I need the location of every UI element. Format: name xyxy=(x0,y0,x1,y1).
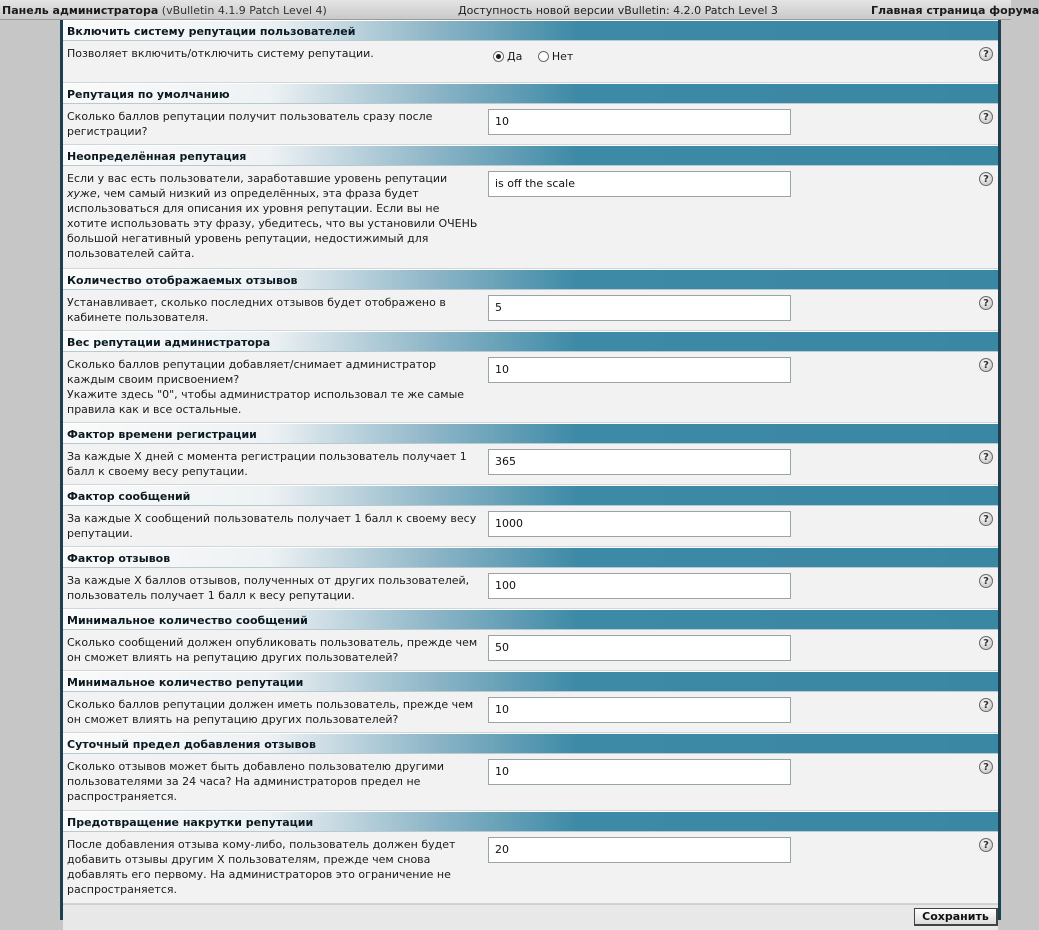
setting-min-reputation xyxy=(63,671,998,733)
admin-panel-title xyxy=(2,4,327,17)
setting-title: Фактор сообщений xyxy=(63,485,998,506)
reviews-factor-input[interactable]: 100 xyxy=(488,573,791,599)
help-icon[interactable]: ? xyxy=(979,760,993,774)
setting-title: Неопределённая репутация xyxy=(63,145,998,166)
setting-reputation-spread xyxy=(63,811,998,904)
help-icon[interactable]: ? xyxy=(979,110,993,124)
help-icon[interactable]: ? xyxy=(979,636,993,650)
min-reputation-input[interactable]: 10 xyxy=(488,697,791,723)
setting-title: Минимальное количество сообщений xyxy=(63,609,998,630)
setting-description: После добавления отзыва кому-либо, пользователь должен будет добавить отзывы другим X пользователям, прежде чем снова добавлять его первому. На администраторов это ограничение не распространяется. xyxy=(67,838,456,896)
setting-body xyxy=(63,352,998,422)
help-icon[interactable]: ? xyxy=(979,574,993,588)
radio-button-yes[interactable] xyxy=(493,51,504,62)
reputation-settings-panel xyxy=(60,20,1001,923)
displayed-reviews-input[interactable]: 5 xyxy=(488,295,791,321)
setting-description: Сколько баллов репутации получит пользователь сразу после регистрации? xyxy=(67,110,433,138)
setting-title: Предотвращение накрутки репутации xyxy=(63,811,998,832)
description-part: , чем самый низкий из определённых, эта фраза будет использоваться для описания их уровня репутации. Если вы не хотите использовать эту фразу, убедитесь, что вы установили ОЧЕНЬ большой негативный уровень репутации, недостижимый для пользователей сайта. xyxy=(67,187,478,260)
radio-label-yes: Да xyxy=(507,49,523,63)
setting-body xyxy=(63,630,998,670)
setting-description: Сколько отзывов может быть добавлено пользователю другими пользователями за 24 часа? На администраторов предел не распространяется. xyxy=(67,760,445,803)
setting-displayed-reviews xyxy=(63,269,998,331)
setting-title: Суточный предел добавления отзывов xyxy=(63,733,998,754)
admin-topbar xyxy=(0,0,1039,20)
setting-daily-review-limit xyxy=(63,733,998,811)
setting-admin-reputation-weight xyxy=(63,331,998,423)
setting-title: Фактор времени регистрации xyxy=(63,423,998,444)
setting-enable-reputation xyxy=(63,20,998,83)
setting-description: Устанавливает, сколько последних отзывов будет отображено в кабинете пользователя. xyxy=(67,296,446,324)
setting-reviews-factor xyxy=(63,547,998,609)
registration-factor-input[interactable]: 365 xyxy=(488,449,791,475)
setting-title: Количество отображаемых отзывов xyxy=(63,269,998,290)
radio-label-no: Нет xyxy=(551,49,574,63)
help-icon[interactable]: ? xyxy=(979,358,993,372)
enable-reputation-radio-group xyxy=(493,49,585,63)
help-icon[interactable]: ? xyxy=(979,838,993,852)
description-line: Сколько баллов репутации добавляет/снимает администратор каждым своим присвоением? xyxy=(67,358,437,386)
form-footer xyxy=(63,904,998,930)
setting-title: Репутация по умолчанию xyxy=(63,83,998,104)
admin-weight-input[interactable]: 10 xyxy=(488,357,791,383)
save-button[interactable]: Сохранить xyxy=(914,908,998,926)
setting-description: Сколько баллов репутации должен иметь пользователь, прежде чем он сможет влиять на репутацию других пользователей? xyxy=(67,698,474,726)
default-reputation-input[interactable]: 10 xyxy=(488,109,791,135)
update-notice[interactable]: Доступность новой версии vBulletin: 4.2.0 Patch Level 3 xyxy=(458,4,778,17)
setting-body xyxy=(63,754,998,810)
version-label: (vBulletin 4.1.9 Patch Level 4) xyxy=(161,4,327,17)
radio-option-no[interactable] xyxy=(538,49,573,63)
setting-body xyxy=(63,444,998,484)
setting-description: За каждые X сообщений пользователь получает 1 балл к своему весу репутации. xyxy=(67,512,477,540)
radio-button-no[interactable] xyxy=(538,51,549,62)
setting-off-scale-phrase xyxy=(63,145,998,269)
min-posts-input[interactable]: 50 xyxy=(488,635,791,661)
setting-description: За каждые X дней с момента регистрации пользователь получает 1 балл к своему весу репутации. xyxy=(67,450,467,478)
setting-description xyxy=(67,171,482,261)
setting-title: Фактор отзывов xyxy=(63,547,998,568)
help-icon[interactable]: ? xyxy=(979,450,993,464)
setting-title: Вес репутации администратора xyxy=(63,331,998,352)
setting-body xyxy=(63,506,998,546)
setting-description: Позволяет включить/отключить систему репутации. xyxy=(67,47,374,60)
reputation-spread-input[interactable]: 20 xyxy=(488,837,791,863)
setting-description xyxy=(67,357,482,417)
setting-description: За каждые X баллов отзывов, полученных от других пользователей, пользователь получает 1 балл к весу репутации. xyxy=(67,574,470,602)
setting-body xyxy=(63,692,998,732)
description-line: Укажите здесь "0", чтобы администратор использовал те же самые правила как и все остальные. xyxy=(67,388,465,416)
help-icon[interactable]: ? xyxy=(979,512,993,526)
setting-posts-factor xyxy=(63,485,998,547)
admin-panel-label: Панель администратора xyxy=(2,4,159,17)
setting-body xyxy=(63,832,998,903)
setting-title: Минимальное количество репутации xyxy=(63,671,998,692)
setting-body xyxy=(63,41,998,82)
setting-title: Включить систему репутации пользователей xyxy=(63,20,998,41)
daily-limit-input[interactable]: 10 xyxy=(488,759,791,785)
help-icon[interactable]: ? xyxy=(979,172,993,186)
setting-body xyxy=(63,290,998,330)
setting-default-reputation xyxy=(63,83,998,145)
setting-registration-time-factor xyxy=(63,423,998,485)
setting-description: Сколько сообщений должен опубликовать пользователь, прежде чем он сможет влиять на репутацию других пользователей? xyxy=(67,636,478,664)
help-icon[interactable]: ? xyxy=(979,47,993,61)
posts-factor-input[interactable]: 1000 xyxy=(488,511,791,537)
setting-body xyxy=(63,104,998,144)
radio-option-yes[interactable] xyxy=(493,49,522,63)
setting-body xyxy=(63,166,998,268)
description-emphasis: хуже xyxy=(67,187,97,200)
setting-min-posts xyxy=(63,609,998,671)
off-scale-phrase-input[interactable]: is off the scale xyxy=(488,171,791,197)
help-icon[interactable]: ? xyxy=(979,698,993,712)
forum-home-link[interactable]: Главная страница форума xyxy=(871,4,1039,17)
description-part: Если у вас есть пользователи, заработавшие уровень репутации xyxy=(67,172,448,185)
help-icon[interactable]: ? xyxy=(979,296,993,310)
setting-body xyxy=(63,568,998,608)
